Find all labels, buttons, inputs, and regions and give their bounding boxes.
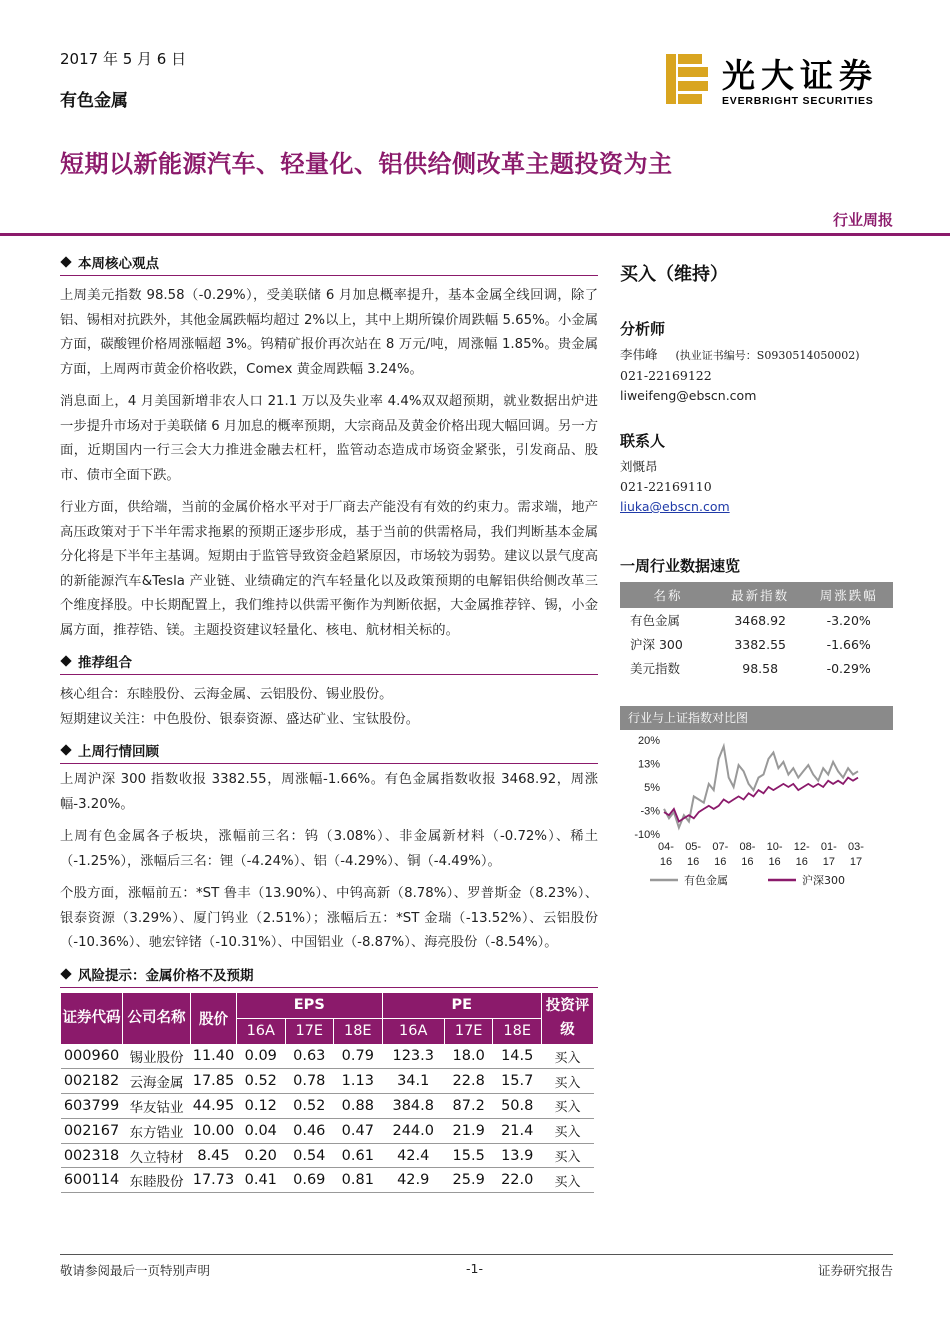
footer-report-label: 证券研究报告 <box>817 1263 893 1278</box>
main-column <box>60 252 598 1193</box>
comparison-chart-svg <box>620 730 893 906</box>
col-header-year: 16A <box>237 1018 286 1044</box>
x-tick-label: 01- <box>820 841 837 853</box>
stock-row <box>61 1044 594 1069</box>
section-heading-risk <box>60 964 598 984</box>
everbright-logo-icon <box>666 54 710 104</box>
quick-header: 周涨跌幅 <box>804 582 893 608</box>
quick-index: 3468.92 <box>734 612 787 628</box>
col-header-eps: EPS <box>237 992 383 1018</box>
x-tick-label: 03- <box>848 841 864 853</box>
stock-cell-code: 002318 <box>61 1143 123 1168</box>
stock-cell-rating: 买入 <box>542 1094 594 1119</box>
section-rule <box>60 275 598 276</box>
quick-row <box>620 632 893 656</box>
stock-cell-eps17: 0.63 <box>285 1044 334 1069</box>
analyst-phone: 021-22169122 <box>620 368 712 383</box>
stock-cell-pe17: 18.0 <box>444 1044 493 1069</box>
stock-cell-name: 华友钴业 <box>123 1094 191 1119</box>
stock-cell-price: 11.40 <box>191 1044 237 1069</box>
y-tick-label: 20% <box>637 735 660 747</box>
stock-cell-eps17: 0.54 <box>285 1143 334 1168</box>
y-tick-label: 5% <box>644 782 660 794</box>
stock-cell-pe16: 123.3 <box>382 1044 444 1069</box>
core-view-paragraph: 上周美元指数 98.58（-0.29%），受美联储 6 月加息概率提升，基本金属全线回调，除了铝、锡相对抗跌外，其他金属跌幅均超过 2%以上，其中上期所镍价周跌幅 5.65%。小金属方面，碳酸锂价格周涨幅超 3%。钨精矿报价再次站在 8 万元/吨，周涨幅 1.85%。贵金属方面，上周两市黄金价格收跌，Comex 黄金周跌幅 3.24%。 <box>60 288 598 377</box>
chart-title: 行业与上证指数对比图 <box>620 706 893 730</box>
core-view-paragraph: 消息面上，4 月美国新增非农人口 21.1 万以及失业率 4.4%双双超预期，就业数据出炉进一步提升市场对于美联储 6 月加息的概率预期，大宗商品及黄金价格出现大幅回调。另一方面，近期国内一行三会大力推进金融去杠杆，监管动态造成市场资金紧张，引发商品、股市、债市全面下跌。 <box>60 394 598 483</box>
stock-cell-pe17: 22.8 <box>444 1069 493 1094</box>
analyst-email: liweifeng@ebscn.com <box>620 388 757 403</box>
x-tick-label: 07- <box>712 841 729 853</box>
stock-cell-code: 002167 <box>61 1118 123 1143</box>
x-tick-label: 17 <box>822 856 835 868</box>
stock-cell-eps16: 0.04 <box>237 1118 286 1143</box>
legend-label: 有色金属 <box>684 874 728 887</box>
section-heading-text: 推荐组合 <box>78 655 132 671</box>
y-tick-label: 13% <box>637 758 660 771</box>
diamond-bullet-icon <box>60 655 71 666</box>
diamond-bullet-icon <box>60 744 71 755</box>
report-date: 2017 年 5 月 6 日 <box>60 50 187 68</box>
x-tick-label: 16 <box>659 856 673 868</box>
stock-cell-pe16: 244.0 <box>382 1118 444 1143</box>
stock-cell-eps17: 0.78 <box>285 1069 334 1094</box>
quick-header: 最新指数 <box>716 582 805 608</box>
diamond-bullet-icon <box>60 968 71 979</box>
stock-cell-name: 久立特材 <box>123 1143 191 1168</box>
portfolio-line: 短期建议关注：中色股份、银泰资源、盛达矿业、宝钛股份。 <box>60 711 420 727</box>
stock-row <box>61 1094 594 1119</box>
stock-cell-price: 44.95 <box>191 1094 237 1119</box>
stock-cell-pe16: 384.8 <box>382 1094 444 1119</box>
analyst-info <box>620 345 893 366</box>
stock-cell-eps16: 0.12 <box>237 1094 286 1119</box>
stock-cell-eps17: 0.69 <box>285 1168 334 1193</box>
contact-name: 刘慨昂 <box>620 459 658 474</box>
stock-cell-pe18: 50.8 <box>493 1094 542 1119</box>
stock-cell-pe18: 21.4 <box>493 1118 542 1143</box>
review-paragraph: 个股方面，涨幅前五：*ST 鲁丰（13.90%）、中钨高新（8.78%）、罗普斯金（8.23%）、银泰资源（3.29%）、厦门钨业（2.51%）；涨幅后五：*ST 金瑞（-13.52%）、云铝股份（-10.36%）、驰宏锌锗（-10.31%）、中国铝业（-8.87%）、海亮股份（-8.54%）。 <box>60 886 598 950</box>
stock-row <box>61 1069 594 1094</box>
stock-cell-eps16: 0.09 <box>237 1044 286 1069</box>
comparison-chart <box>620 706 893 910</box>
section-heading-text: 上周行情回顾 <box>78 744 159 760</box>
quick-data-heading: 一周行业数据速览 <box>620 557 741 575</box>
section-rule <box>60 674 598 675</box>
contact-phone: 021-22169110 <box>620 479 712 494</box>
x-tick-label: 05- <box>685 841 702 853</box>
stock-cell-price: 10.00 <box>191 1118 237 1143</box>
stock-recommendation-table <box>60 992 594 1194</box>
portfolio-line: 核心组合：东睦股份、云海金属、云铝股份、锡业股份。 <box>60 687 393 702</box>
col-header-year: 18E <box>493 1018 542 1044</box>
quick-row <box>620 608 893 632</box>
stock-cell-pe17: 25.9 <box>444 1168 493 1193</box>
contact-email-link[interactable]: liuka@ebscn.com <box>620 499 730 514</box>
logo-chinese-name: 光大证券 <box>722 56 878 95</box>
quick-index: 98.58 <box>742 660 779 676</box>
stock-cell-rating: 买入 <box>542 1118 594 1143</box>
col-header-year: 18E <box>334 1018 383 1044</box>
quick-change: -1.66% <box>826 636 871 652</box>
stock-cell-eps16: 0.52 <box>237 1069 286 1094</box>
col-header-year: 17E <box>444 1018 493 1044</box>
quick-change: -3.20% <box>826 612 871 628</box>
stock-cell-eps18: 0.81 <box>334 1168 383 1193</box>
stock-cell-eps16: 0.41 <box>237 1168 286 1193</box>
x-tick-label: 10- <box>766 841 783 853</box>
section-rule <box>60 987 598 988</box>
diamond-bullet-icon <box>60 256 71 267</box>
section-heading-review <box>60 740 598 760</box>
stock-cell-price: 8.45 <box>191 1143 237 1168</box>
x-tick-label: 12- <box>793 841 810 853</box>
stock-row <box>61 1143 594 1168</box>
review-paragraph: 上周有色金属各子板块，涨幅前三名：钨（3.08%）、非金属新材料（-0.72%）、稀土（-1.25%），涨幅后三名：锂（-4.24%）、铝（-4.29%）、铜（-4.49%）。 <box>60 829 598 869</box>
stock-cell-name: 锡业股份 <box>123 1044 191 1069</box>
analyst-cert: (执业证书编号：S0930514050002) <box>675 349 860 362</box>
stock-cell-name: 云海金属 <box>123 1069 191 1094</box>
col-header-price: 股价 <box>191 992 237 1044</box>
stock-cell-rating: 买入 <box>542 1143 594 1168</box>
quick-data-table <box>620 582 893 680</box>
x-tick-label: 16 <box>714 856 727 868</box>
stock-cell-eps18: 0.47 <box>334 1118 383 1143</box>
x-tick-label: 04- <box>658 841 674 853</box>
x-tick-label: 16 <box>795 856 808 868</box>
header-divider <box>0 233 950 236</box>
footer-divider <box>60 1254 893 1255</box>
series-line-nonferrous <box>664 746 858 827</box>
analyst-heading: 分析师 <box>620 320 666 338</box>
stock-cell-code: 603799 <box>61 1094 123 1119</box>
stock-cell-eps18: 0.88 <box>334 1094 383 1119</box>
quick-row <box>620 656 893 680</box>
stock-cell-pe18: 14.5 <box>493 1044 542 1069</box>
quick-index: 3382.55 <box>734 636 787 652</box>
legend-label: 沪深300 <box>802 874 845 887</box>
stock-cell-price: 17.85 <box>191 1069 237 1094</box>
col-header-pe: PE <box>382 992 541 1018</box>
review-paragraph: 上周沪深 300 指数收报 3382.55，周涨幅-1.66%。有色金属指数收报 3468.92，周涨幅-3.20%。 <box>60 772 598 812</box>
section-heading-portfolio <box>60 651 598 671</box>
stock-cell-rating: 买入 <box>542 1044 594 1069</box>
stock-cell-pe18: 15.7 <box>493 1069 542 1094</box>
stock-cell-pe18: 13.9 <box>493 1143 542 1168</box>
quick-name: 沪深 300 <box>630 637 683 652</box>
stock-cell-eps18: 1.13 <box>334 1069 383 1094</box>
x-tick-label: 17 <box>849 856 863 868</box>
stock-cell-rating: 买入 <box>542 1069 594 1094</box>
quick-name: 美元指数 <box>630 661 681 676</box>
stock-cell-pe17: 87.2 <box>444 1094 493 1119</box>
stock-cell-pe16: 42.4 <box>382 1143 444 1168</box>
col-header-rating: 投资评级 <box>542 992 594 1044</box>
stock-cell-code: 002182 <box>61 1069 123 1094</box>
logo-english-name: EVERBRIGHT SECURITIES <box>722 95 874 107</box>
stock-cell-code: 000960 <box>61 1044 123 1069</box>
x-tick-label: 16 <box>741 856 754 868</box>
rating-label: 买入（维持） <box>620 264 728 285</box>
stock-cell-eps17: 0.46 <box>285 1118 334 1143</box>
quick-header: 名称 <box>620 582 716 608</box>
page-number: -1- <box>466 1261 483 1276</box>
footer-disclaimer: 敬请参阅最后一页特别声明 <box>60 1263 211 1278</box>
quick-change: -0.29% <box>826 660 871 676</box>
x-tick-label: 16 <box>768 856 781 868</box>
sector-label: 有色金属 <box>60 91 128 111</box>
core-view-paragraph: 行业方面，供给端，当前的金属价格水平对于厂商去产能没有有效的约束力。需求端，地产高压政策对于下半年需求拖累的预期正逐步形成，基于当前的供需格局，我们判断基本金属分化将是下半年主基调。短期由于监管导致资金趋紧原因，市场较为弱势。建议以景气度高的新能源汽车&Tesla 产业链、业绩确定的汽车轻量化以及政策预期的电解铝供给侧改革三个维度择股。中长期配置上，我们维持以供需平衡作为判断依据，大金属推荐锌、锡，小金属方面，推荐锆、镁。主题投资建议轻量化、核电、航材相关标的。 <box>60 500 598 638</box>
stock-cell-eps18: 0.61 <box>334 1143 383 1168</box>
stock-row <box>61 1168 594 1193</box>
stock-cell-eps16: 0.20 <box>237 1143 286 1168</box>
report-title: 短期以新能源汽车、轻量化、铝供给侧改革主题投资为主 <box>60 150 673 178</box>
stock-cell-price: 17.73 <box>191 1168 237 1193</box>
col-header-year: 16A <box>382 1018 444 1044</box>
stock-cell-rating: 买入 <box>542 1168 594 1193</box>
col-header-year: 17E <box>285 1018 334 1044</box>
stock-cell-pe18: 22.0 <box>493 1168 542 1193</box>
quick-name: 有色金属 <box>630 613 681 628</box>
stock-cell-name: 东睦股份 <box>123 1168 191 1193</box>
section-heading-text: 本周核心观点 <box>78 256 159 272</box>
stock-cell-eps17: 0.52 <box>285 1094 334 1119</box>
contact-heading: 联系人 <box>620 432 666 450</box>
stock-cell-eps18: 0.79 <box>334 1044 383 1069</box>
col-header-name: 公司名称 <box>123 992 191 1044</box>
x-tick-label: 16 <box>687 856 700 868</box>
section-heading-text: 风险提示：金属价格不及预期 <box>78 967 254 984</box>
x-tick-label: 08- <box>739 841 756 853</box>
analyst-name: 李伟峰 <box>620 347 658 362</box>
stock-cell-pe17: 21.9 <box>444 1118 493 1143</box>
stock-cell-pe17: 15.5 <box>444 1143 493 1168</box>
stock-row <box>61 1118 594 1143</box>
col-header-code: 证券代码 <box>61 992 123 1044</box>
section-heading-core-view <box>60 252 598 272</box>
y-tick-label: -10% <box>634 829 660 841</box>
section-rule <box>60 763 598 764</box>
report-type: 行业周报 <box>832 211 893 229</box>
stock-cell-pe16: 34.1 <box>382 1069 444 1094</box>
y-tick-label: -3% <box>640 805 660 818</box>
stock-cell-name: 东方锆业 <box>123 1118 191 1143</box>
stock-cell-pe16: 42.9 <box>382 1168 444 1193</box>
sidebar-column <box>620 252 893 910</box>
stock-cell-code: 600114 <box>61 1168 123 1193</box>
